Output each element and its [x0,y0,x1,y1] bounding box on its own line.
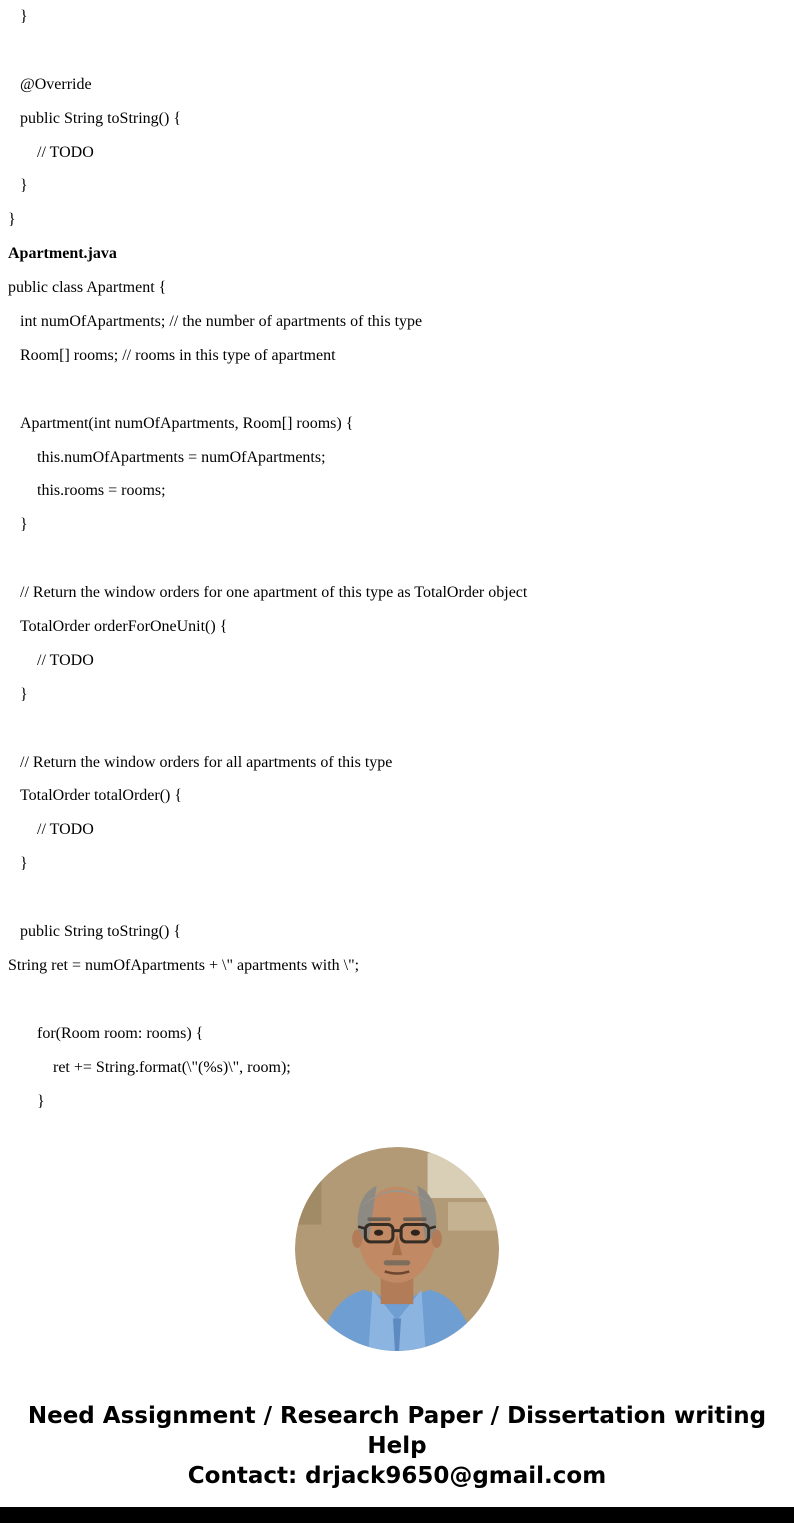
bottom-black-bar [0,1507,794,1523]
code-line: // Return the window orders for all apartments of this type [20,753,393,771]
code-line: this.numOfApartments = numOfApartments; [37,448,326,466]
help-heading: Need Assignment / Research Paper / Dissertation writing Help [27,1403,767,1460]
code-line: // Return the window orders for one apartment of this type as TotalOrder object [20,584,528,602]
code-line: ret += String.format(\"(%s)\", room); [53,1058,291,1076]
contact-email: Contact: drjack9650@gmail.com [187,1463,607,1490]
code-line: @Override [20,75,92,93]
code-line: Room[] rooms; // rooms in this type of apartment [20,346,336,364]
file-title: Apartment.java [8,245,117,263]
code-line: } [20,8,28,25]
code-line: public String toString() { [20,109,182,127]
code-line: String ret = numOfApartments + \" apartments with \"; [8,956,360,974]
code-line: // TODO [37,143,94,161]
code-line: int numOfApartments; // the number of apartments of this type [20,313,423,331]
code-line: TotalOrder orderForOneUnit() { [20,618,228,636]
code-line: public String toString() { [20,923,182,941]
code-line: } [20,685,28,703]
code-line [0,881,794,915]
code-line: this.rooms = rooms; [37,482,166,500]
code-line: for(Room room: rooms) { [37,1024,204,1042]
code-line: } [20,855,28,873]
code-line: } [37,1092,45,1110]
tutor-avatar [295,1147,499,1351]
code-line [0,373,794,407]
person-photo-icon [295,1147,499,1351]
code-line: public class Apartment { [8,279,167,297]
code-line: Apartment(int numOfApartments, Room[] rooms) { [20,414,354,432]
code-line: // TODO [37,821,94,839]
code-line [0,983,794,1017]
footer-banner [0,1401,794,1491]
code-line: TotalOrder totalOrder() { [20,787,183,805]
code-line: } [8,211,16,229]
code-line: } [20,177,28,195]
code-line: } [20,516,28,534]
code-line [0,712,794,746]
code-line [0,542,794,576]
code-line: // TODO [37,651,94,669]
code-line [0,34,794,68]
